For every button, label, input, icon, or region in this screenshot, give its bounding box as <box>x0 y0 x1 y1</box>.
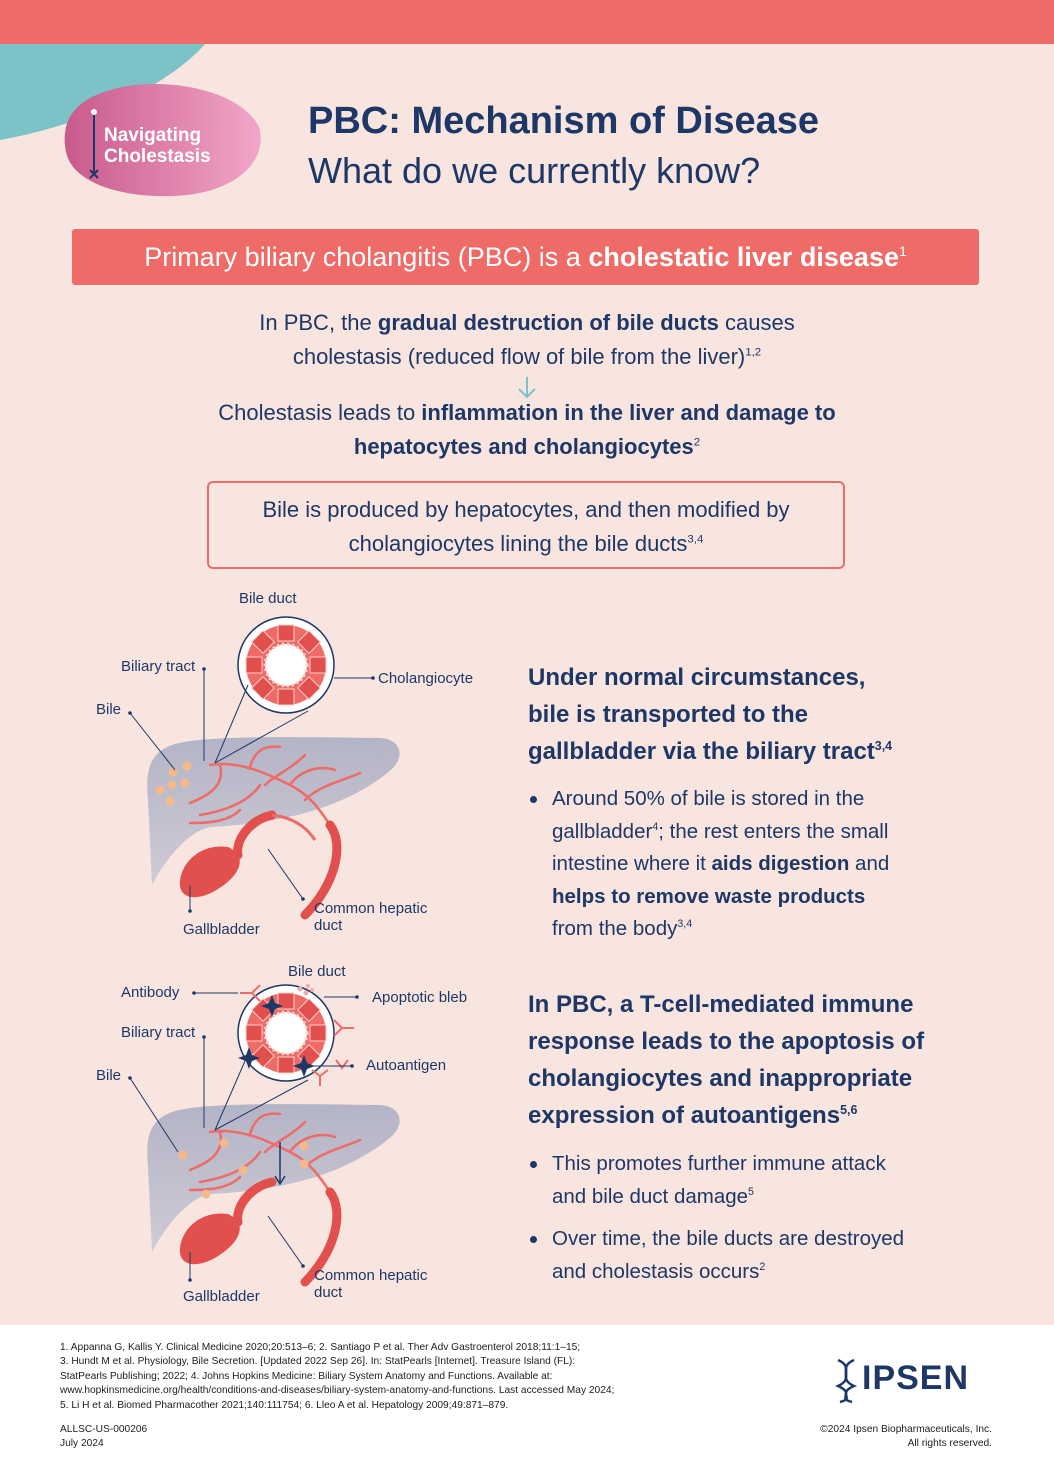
section-normal-bullets <box>528 783 889 946</box>
copyright-line-1: ©2024 Ipsen Biopharmaceuticals, Inc. <box>820 1424 992 1435</box>
label-common-hepatic-2-line-1: Common hepatic <box>314 1267 428 1284</box>
section-pbc-heading <box>528 986 924 1134</box>
list-item <box>528 1223 904 1288</box>
banner-bold-text: cholestatic liver disease <box>588 242 899 272</box>
logo-line-2: Cholestasis <box>104 146 211 167</box>
label-apoptotic-bleb: Apoptotic bleb <box>372 989 468 1006</box>
label-common-hepatic-line-2: duct <box>314 917 343 934</box>
intro-p2-bold-1: inflammation in the liver and damage to <box>421 400 836 425</box>
page-title: PBC: Mechanism of Disease <box>308 100 820 142</box>
pbc-liver-diagram <box>90 960 500 1320</box>
box-line-2: cholangiocytes lining the bile ducts <box>348 531 688 556</box>
intro-p1-bold: gradual destruction of bile ducts <box>377 310 719 335</box>
section-normal-heading <box>528 659 892 770</box>
section1-heading-line-3: gallbladder via the biliary tract <box>528 738 875 765</box>
section2-bullet2-ref: 2 <box>759 1260 766 1273</box>
banner-text: Primary biliary cholangitis (PBC) is a <box>144 242 589 272</box>
intro-paragraph-2 <box>100 396 954 464</box>
section1-bullet-line-3b: and <box>849 852 890 875</box>
list-item <box>528 783 889 946</box>
bile-duct-cross-section <box>238 617 334 713</box>
intro-p2-text: Cholestasis leads to <box>218 400 422 425</box>
section1-bullet-ref-2: 3,4 <box>677 918 693 931</box>
section2-bullet2-line-2: and cholestasis occurs <box>552 1259 760 1283</box>
section2-bullet2-line-1: Over time, the bile ducts are destroyed <box>552 1227 905 1250</box>
definition-banner <box>72 229 979 285</box>
section1-bullet-ref-1: 4 <box>652 820 659 833</box>
section1-bullet-line-3a: intestine where it <box>552 852 712 875</box>
section1-bullet-bold-2: helps to remove waste products <box>552 884 866 908</box>
section2-heading-line-3: cholangiocytes and inappropriate <box>528 1065 913 1092</box>
reference-line: 5. Li H et al. Biomed Pharmacother 2021;140:111754; 6. Lleo A et al. Hepatology 2009;49:871–879. <box>60 1399 509 1411</box>
section2-heading-line-1: In PBC, a T-cell-mediated immune <box>528 991 914 1018</box>
label-biliary-tract: Biliary tract <box>121 658 196 675</box>
section2-bullet1-line-2: and bile duct damage <box>552 1184 749 1208</box>
references <box>60 1341 614 1413</box>
section1-bullet-line-1: Around 50% of bile is stored in the <box>552 787 865 810</box>
intro-p1-text: In PBC, the <box>259 310 378 335</box>
reference-line: 3. Hundt M et al. Physiology, Bile Secretion. [Updated 2022 Sep 26]. In: StatPearls [Internet]. Treasure Island (FL): <box>60 1356 576 1368</box>
reference-line: 1. Appanna G, Kallis Y. Clinical Medicine 2020;20:513–6; 2. Santiago P et al. Ther Adv Gastroenterol 2018;11:1–15; <box>60 1342 581 1353</box>
document-date: July 2024 <box>60 1438 104 1450</box>
intro-p1-ref: 1,2 <box>745 346 762 359</box>
section2-bullet1-line-1: This promotes further immune attack <box>552 1152 886 1175</box>
label-common-hepatic-2-line-2: duct <box>314 1284 343 1301</box>
reference-line: www.hopkinsmedicine.org/health/conditions-and-diseases/biliary-system-anatomy-and-functions. Last accessed May 2024; <box>60 1385 615 1397</box>
ipsen-logo-text: IPSEN <box>862 1359 970 1397</box>
job-code: ALLSC-US-000206 <box>60 1424 148 1435</box>
intro-p1-line2: cholestasis (reduced flow of bile from the liver) <box>292 344 746 369</box>
document-code <box>60 1423 147 1452</box>
gallbladder-shape <box>180 846 240 897</box>
label-autoantigen: Autoantigen <box>366 1057 447 1074</box>
section2-bullet1-ref: 5 <box>748 1185 754 1198</box>
label-cholangiocyte: Cholangiocyte <box>378 670 474 687</box>
section1-bullet-line-2b: ; the rest enters the small <box>658 819 889 843</box>
label-common-hepatic-duct <box>314 900 427 934</box>
label-antibody: Antibody <box>121 984 180 1001</box>
label-gallbladder-2: Gallbladder <box>183 1288 260 1305</box>
section1-heading-line-1: Under normal circumstances, <box>528 664 866 691</box>
list-item <box>528 1148 904 1213</box>
label-common-hepatic-duct-2 <box>314 1267 427 1301</box>
label-gallbladder: Gallbladder <box>183 921 260 938</box>
section1-heading-ref: 3,4 <box>874 739 893 753</box>
label-bile-duct: Bile duct <box>239 590 297 607</box>
logo-text <box>104 125 211 167</box>
section1-bullet-line-5: from the body <box>552 917 678 940</box>
box-ref: 3,4 <box>687 533 704 546</box>
label-bile-2: Bile <box>96 1067 122 1084</box>
intro-p2-bold-2: hepatocytes and cholangiocytes <box>353 434 694 459</box>
section-pbc-bullets <box>528 1148 904 1288</box>
intro-paragraph-1 <box>100 306 954 374</box>
label-common-hepatic-line-1: Common hepatic <box>314 900 428 917</box>
label-biliary-tract-2: Biliary tract <box>121 1024 196 1041</box>
page-subtitle: What do we currently know? <box>308 150 761 191</box>
copyright-line-2: All rights reserved. <box>907 1438 992 1450</box>
section2-heading-ref: 5,6 <box>840 1103 858 1117</box>
intro-p2-ref: 2 <box>693 436 701 449</box>
section2-heading-line-2: response leads to the apoptosis of <box>528 1028 925 1055</box>
reference-line: StatPearls Publishing; 2022; 4. Johns Hopkins Medicine: Biliary System Anatomy and Functions. Available at: <box>60 1370 553 1382</box>
section2-heading-line-4: expression of autoantigens <box>528 1102 841 1129</box>
banner-ref: 1 <box>898 243 907 259</box>
section1-heading-line-2: bile is transported to the <box>528 701 809 728</box>
section1-bullet-bold-1: aids digestion <box>711 852 850 875</box>
intro-p1-text-end: causes <box>718 310 795 335</box>
bile-production-box <box>207 481 845 569</box>
box-line-1: Bile is produced by hepatocytes, and then modified by <box>262 497 790 522</box>
label-bile-duct-2: Bile duct <box>288 963 346 980</box>
label-bile: Bile <box>96 701 122 718</box>
top-accent-bar <box>0 0 1054 44</box>
logo-line-1: Navigating <box>104 125 202 146</box>
copyright <box>820 1423 992 1452</box>
gallbladder-shape <box>180 1213 240 1264</box>
section1-bullet-line-2a: gallbladder <box>552 819 653 843</box>
ipsen-dna-logo-icon <box>830 1358 862 1404</box>
normal-liver-diagram <box>90 585 500 955</box>
